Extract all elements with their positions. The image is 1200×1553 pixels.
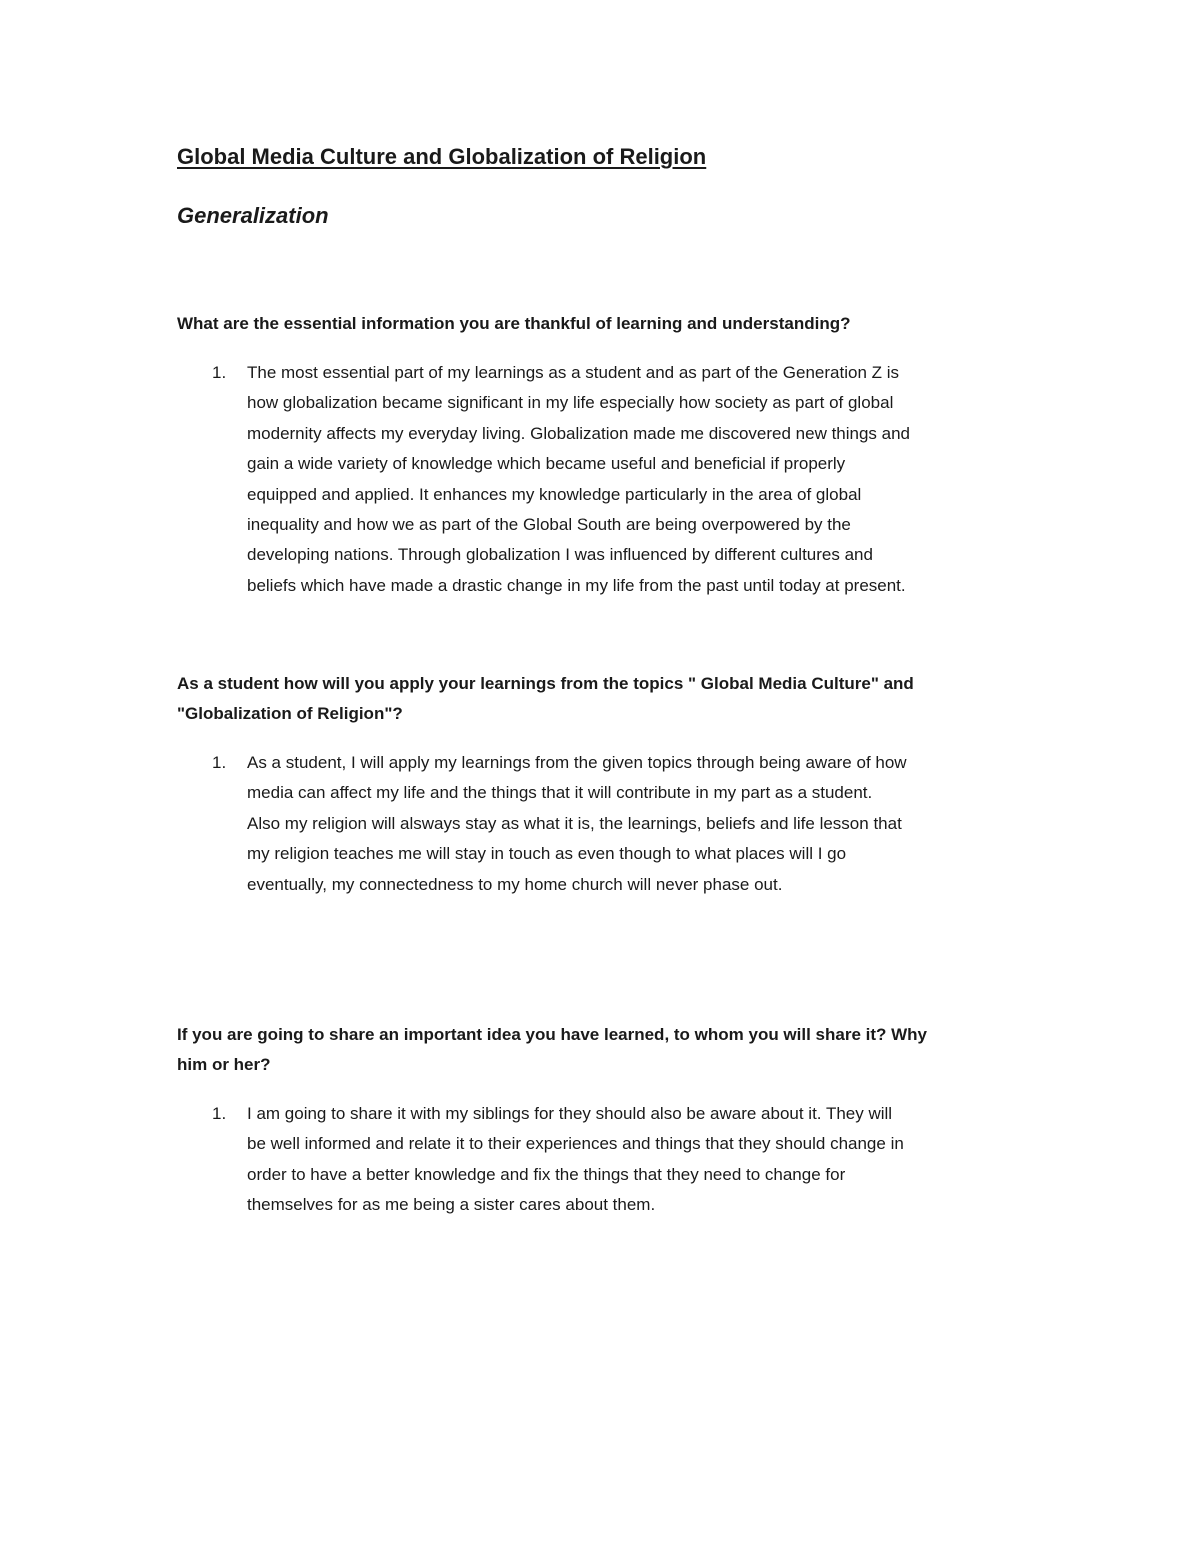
question-heading: What are the essential information you are thankful of learning and understanding? [177,314,851,333]
answer-line: gain a wide variety of knowledge which became useful and beneficial if properly [247,454,846,474]
question-line: If you are going to share an important idea you have learned, to whom you will share it? Why [177,1025,928,1044]
answer-line: Also my religion will alsways stay as what it is, the learnings, beliefs and life lesson that [247,813,902,833]
answer-line: how globalization became significant in my life especially how society as part of global [247,393,894,413]
list-number: 1. [212,363,227,382]
answer-line: modernity affects my everyday living. Globalization made me discovered new things and [247,423,911,443]
answer-line: beliefs which have made a drastic change in my life from the past until today at present. [247,575,906,595]
question-section-1 [177,309,1057,601]
question-heading [177,1020,1057,1080]
document-title: Global Media Culture and Globalization of Religion [177,144,707,169]
list-number: 1. [212,1104,227,1123]
numbered-answer [177,748,1057,900]
answer-line: As a student, I will apply my learnings from the given topics through being aware of how [247,753,907,772]
question-line: As a student how will you apply your learnings from the topics " Global Media Culture" and [177,674,914,693]
answer-line: media can affect my life and the things that it will contribute in my part as a student. [247,783,873,803]
numbered-answer [177,1099,1057,1221]
answer-line: eventually, my connectedness to my home church will never phase out. [247,874,783,894]
answer-line: themselves for as me being a sister cares about them. [247,1195,656,1215]
question-section-3 [177,1020,1057,1221]
numbered-answer [177,358,1057,601]
answer-line: The most essential part of my learnings as a student and as part of the Generation Z is [247,363,900,382]
answer-line: developing nations. Through globalization I was influenced by different cultures and [247,545,873,565]
answer-line: inequality and how we as part of the Global South are being overpowered by the [247,515,851,535]
answer-line: I am going to share it with my siblings for they should also be aware about it. They will [247,1104,893,1123]
document-subtitle: Generalization [177,203,329,228]
question-section-2 [177,669,1057,900]
answer-line: my religion teaches me will stay in touch as even though to what places will I go [247,844,847,864]
question-line: "Globalization of Religion"? [177,704,403,723]
answer-line: be well informed and relate it to their experiences and things that they should change in [247,1134,904,1154]
list-number: 1. [212,753,227,772]
answer-line: equipped and applied. It enhances my knowledge particularly in the area of global [247,484,862,504]
answer-line: order to have a better knowledge and fix the things that they need to change for [247,1164,846,1184]
question-heading [177,669,1057,729]
question-line: him or her? [177,1055,271,1074]
